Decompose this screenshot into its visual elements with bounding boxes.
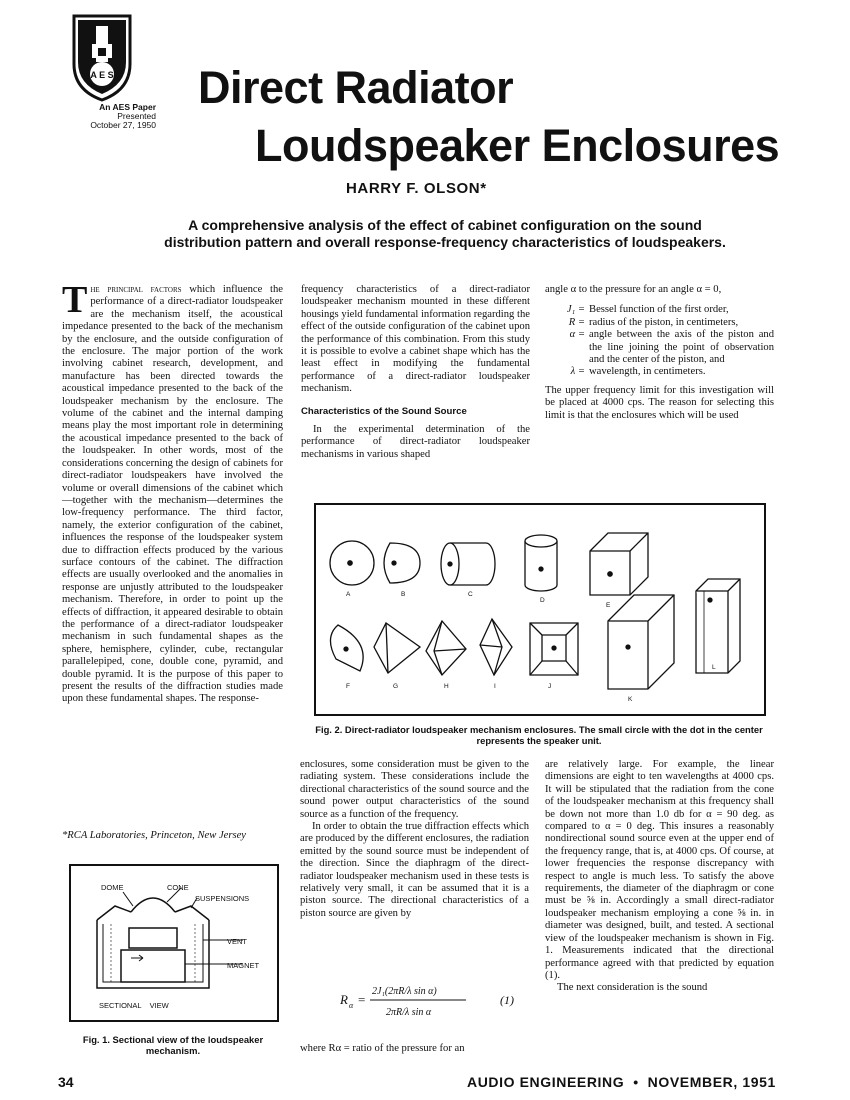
definition-list bbox=[545, 304, 774, 378]
eq-numerator: 2J₁(2πR/λ sin α) bbox=[372, 986, 437, 997]
equation-1 bbox=[340, 975, 525, 1025]
column-1 bbox=[62, 279, 283, 706]
col3b-paragraph-1: are relatively large. For example, the linear dimensions are eight to ten wavelengths at 4000 cps. It will be stipulated that the radiation from the cone of the loudspeaker mechanism at this frequency shall be down not more than 1.0 db for α = 90 deg. as compared to α = 0 deg. This insures a reasonably nondirectional sound source even at the upper end of the frequency range, that is, at 4000 cps. Of course, at lower frequencies the response discrepancy with respect to angle is much less. To satisfy the above requirements, the diameter of the diaphragm or cone must be ⅝ in. Accordingly a small direct-radiator loudspeaker mechanism employing a cone ⅝ in. in diameter was designed, built, and tested. A sectional view of the loudspeaker mechanism is shown in Fig. 1. Measurements indicated that the directional performance agreed with that predicted by equation (1). bbox=[545, 759, 774, 981]
aes-note-line3: October 27, 1950 bbox=[90, 120, 156, 130]
col2-final-line: where Rα = ratio of the pressure for an bbox=[300, 1043, 465, 1054]
intro-paragraph bbox=[62, 279, 283, 706]
col2-paragraph-2: In the experimental determination of the performance of direct-radiator loudspeaker mechanisms in various shaped bbox=[301, 424, 530, 460]
fig2-label-b: B bbox=[401, 591, 406, 598]
aes-note-line1: An AES Paper bbox=[99, 102, 156, 112]
figure-2-drawing bbox=[316, 505, 764, 714]
fig1-label-dome: DOME bbox=[101, 883, 124, 892]
fig2-label-k: K bbox=[628, 696, 633, 703]
fig2-label-l: L bbox=[712, 664, 716, 671]
figure-1-caption: Fig. 1. Sectional view of the loudspeaker mechanism. bbox=[82, 1034, 264, 1056]
eq-equals: = bbox=[358, 992, 366, 1007]
fig2-label-e: E bbox=[606, 602, 611, 609]
column-2 bbox=[301, 284, 530, 461]
intro-smallcaps: he principal factors bbox=[90, 284, 182, 295]
eq-lhs-sub: α bbox=[349, 1001, 354, 1010]
fig2-label-g: G bbox=[393, 683, 399, 690]
column-3 bbox=[545, 284, 774, 422]
aes-logo-letters: A E S bbox=[90, 70, 114, 80]
eq-number: (1) bbox=[500, 993, 514, 1007]
drop-cap: T bbox=[62, 279, 88, 321]
col3-paragraph-2: The upper frequency limit for this investigation will be placed at 4000 cps. The reason for selecting this limit is that the enclosures which will be used bbox=[545, 384, 774, 421]
definition-row: R = radius of the piston, in centimeters, bbox=[568, 316, 739, 328]
fig1-label-view: SECTIONAL VIEW bbox=[99, 1001, 169, 1010]
fig1-label-suspensions: SUSPENSIONS bbox=[195, 894, 250, 903]
definition-row: J₁ = Bessel function of the first order, bbox=[566, 304, 729, 316]
figure-2-enclosures bbox=[314, 503, 766, 716]
abstract: A comprehensive analysis of the effect of cabinet configuration on the sound distribution pattern and overall response-frequency characteristics of loudspeakers. bbox=[164, 217, 726, 250]
section-heading: Characteristics of the Sound Source bbox=[301, 405, 467, 417]
journal-footer: AUDIO ENGINEERING • NOVEMBER, 1951 bbox=[467, 1074, 776, 1090]
figure-2-caption: Fig. 2. Direct-radiator loudspeaker mechanism enclosures. The small circle with the dot in the center represents the speaker unit. bbox=[315, 724, 763, 746]
fig1-label-magnet: MAGNET bbox=[227, 961, 260, 970]
eq-denominator: 2πR/λ sin α bbox=[386, 1007, 432, 1018]
fig2-label-h: H bbox=[444, 683, 449, 690]
fig2-label-f: F bbox=[346, 683, 350, 690]
col3b-paragraph-2: The next consideration is the sound bbox=[557, 982, 708, 994]
aes-note bbox=[70, 103, 156, 130]
author: HARRY F. OLSON* bbox=[346, 180, 487, 197]
fig2-label-i: I bbox=[494, 683, 496, 690]
fig2-label-j: J bbox=[548, 683, 552, 690]
col3-paragraph-1: angle α to the pressure for an angle α = 0, bbox=[545, 284, 722, 295]
title-line2: Loudspeaker Enclosures bbox=[255, 120, 780, 171]
definition-row: λ = wavelength, in centimeters. bbox=[570, 366, 706, 378]
definition-row: α = angle between the axis of the piston and the line joining the point of observation and the center of the piston, and bbox=[569, 329, 774, 366]
fig2-label-a: A bbox=[346, 591, 351, 598]
fig1-label-vent: VENT bbox=[227, 937, 248, 946]
intro-text: which influence the performance of a direct-radiator loudspeaker are the mechanism itself, the acoustical impedance presented to the back of the mechanism by the enclosure, and the outside configuration of the enclosure. The major portion of the work involving cabinet research, development, and manufacture has been directed towards the acoustical impedance presented to the back of the loudspeaker mechanism by the enclosure. The volume of the cabinet and the internal damping means play the most important role in determining the acoustical impedance presented to the back of the loudspeaker. In other words, most of the considerations concerning the design of cabinets for direct-radiator loudspeakers have involved the volume or overall dimensions of the cabinet which—together with the mechanism—determines the low-frequency performance. The third factor, namely, the exterior configuration of the cabinet, influences the response of the loudspeaker system due to diffraction effects produced by the various surface contours of the cabinet. The diffraction effects are usually overlooked and the anomalies in response are unjustly attributed to the loudspeaker mechanism. Therefore, in order to point up the effects of diffraction, it appeared desirable to obtain the performance of a direct-radiator loudspeaker mechanism in such fundamental shapes as the sphere, hemisphere, cylinder, cube, rectangular parallelepiped, cone, double cone, pyramid, and double pyramid. It is the purpose of this paper to present the results of the diffraction studies made upon these fundamental shapes. The response- bbox=[62, 284, 283, 705]
col2-paragraph-1: frequency characteristics of a direct-radiator loudspeaker mechanism mounted in these different housings yield fundamental information regarding the effect of the outside configuration of the cabinet upon the performance of this combination. From this study it is possible to evolve a cabinet shape which has the least effect in modifying the fundamental performance of a direct-radiator loudspeaker mechanism. bbox=[301, 284, 530, 395]
equation-1-drawing bbox=[340, 975, 525, 1025]
column-3-lower bbox=[545, 759, 774, 995]
fig2-label-c: C bbox=[468, 591, 473, 598]
figure-1-drawing bbox=[71, 866, 277, 1020]
page-number: 34 bbox=[58, 1074, 74, 1090]
column-2-lower bbox=[300, 759, 529, 920]
col2b-paragraph-1: enclosures, some consideration must be given to the radiating system. These considerations include the directional characteristics of the sound source and the sound power output characteristics of the sound source as a function of the frequency. bbox=[300, 759, 529, 820]
title-line1: Direct Radiator bbox=[198, 62, 514, 113]
figure-1-sectional-view bbox=[69, 864, 279, 1022]
eq-lhs: R bbox=[340, 992, 348, 1007]
aes-note-line2: Presented bbox=[117, 111, 156, 121]
col2b-paragraph-2: In order to obtain the true diffraction effects which are produced by the different enclosures, the radiation emitted by the sound source must be independent of the direction. Since the diaphragm of the direct-radiator loudspeaker mechanism used in these tests is relatively very small, it can be assumed that it is a piston source. The directional characteristics of a piston source are given by bbox=[300, 821, 529, 919]
footnote: *RCA Laboratories, Princeton, New Jersey bbox=[62, 830, 246, 841]
aes-logo bbox=[70, 12, 134, 102]
fig1-label-cone: CONE bbox=[167, 883, 189, 892]
fig2-label-d: D bbox=[540, 597, 545, 604]
